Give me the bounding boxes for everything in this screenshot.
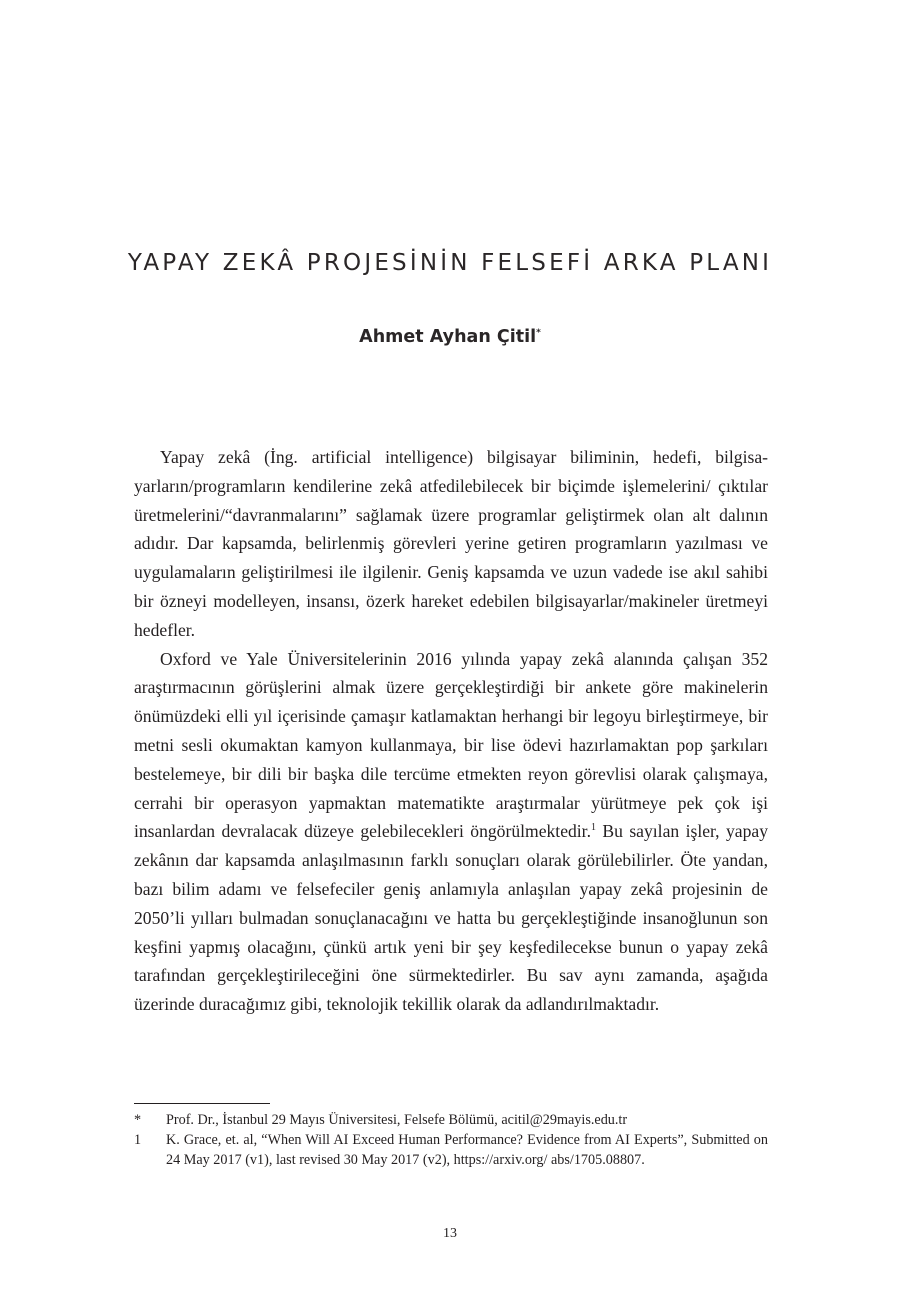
footnote-mark: 1 [134, 1132, 142, 1148]
author-name-text: Ahmet Ayhan Çitil [359, 327, 537, 347]
author-footnote-marker: * [536, 328, 541, 339]
footnote-author [134, 1110, 768, 1130]
paragraph-2-text-before-note: Oxford ve Yale Üniversitelerinin 2016 yılında yapay zekâ alanında çalışan 352 araştırmacının görüşlerini almak üzere gerçekleştirdiği bir ankete göre makinelerin önümüzdeki elli yıl içerisinde çamaşır katlamaktan herhangi bir legoyu birleştirmeye, bir metni sesli okumaktan kamyon kullanmaya, bir lise ödevi hazırlamaktan pop şarkıları bestelemeye, bir dili bir başka dile tercüme etmekten reyon görevlisi olarak çalışmaya, cerrahi bir operasyon yapmaktan matematikte araştırmalar yürütmeye pek çok işi insanlardan devralacak düzeye gelebilecekleri öngörülmektedir. [134, 648, 768, 842]
footnote-text: K. Grace, et. al, “When Will AI Exceed Human Performance? Evidence from AI Experts”, Submitted on 24 May 2017 (v1), last revised 30 May 2017 (v2), https://arxiv.org/ abs/1705.08807. [166, 1132, 768, 1168]
page-number: 13 [443, 1226, 457, 1241]
paragraph-2-text-after-note: Bu sayılan işler, yapay zekânın dar kapsamda anlaşılmasının farklı sonuçları olarak görülebilirler. Öte yandan, bazı bilim adamı ve felsefeciler geniş anlamıyla anlaşılan yapay zekâ projesinin de 2050’li yılları bulmadan sonuçlanacağını ve hatta bu gerçekleştiğinde insanoğlunun son keşfini yapmış olacağını, çünkü artık yeni bir şey keşfedilecekse bunun o yapay zekâ tarafından gerçekleştirileceğini öne sürmektedirler. Bu sav aynı zamanda, aşağıda üzerinde duracağımız gibi, teknolojik tekillik olarak da adlandırılmaktadır. [134, 821, 768, 1015]
chapter-title: YAPAY ZEKÂ PROJESİNİN FELSEFİ ARKA PLANI [127, 250, 773, 276]
paragraph-2 [134, 645, 768, 1019]
paragraph-1: Yapay zekâ (İng. artificial intelligence) bilgisayar biliminin, hedefi, bilgisayarların/programların kendilerine zekâ atfedilebilecek bir biçimde işlemelerini/ çıktılar üretmelerini/“davranmalarını” sağlamak üzere programlar geliştirmek olan alt dalının adıdır. Dar kapsamda, belirlenmiş görevleri yerine getiren programların yazılması ve uygulamaların geliştirilmesi ile ilgilenir. Geniş kapsamda ve uzun vadede ise akıl sahibi bir özneyi modelleyen, insansı, özerk hareket edebilen bilgisayarlar/makineler üretmeyi hedefler. [134, 447, 768, 640]
footnote-1 [134, 1130, 768, 1170]
footnote-text: Prof. Dr., İstanbul 29 Mayıs Üniversitesi, Felsefe Bölümü, acitil@29mayis.edu.tr [166, 1112, 628, 1128]
footnote-reference: 1 [590, 822, 596, 834]
footnote-mark: * [134, 1112, 142, 1128]
footnotes [134, 1110, 768, 1170]
author-name [0, 327, 900, 347]
footnote-divider [134, 1103, 270, 1104]
body-text [134, 443, 768, 1019]
